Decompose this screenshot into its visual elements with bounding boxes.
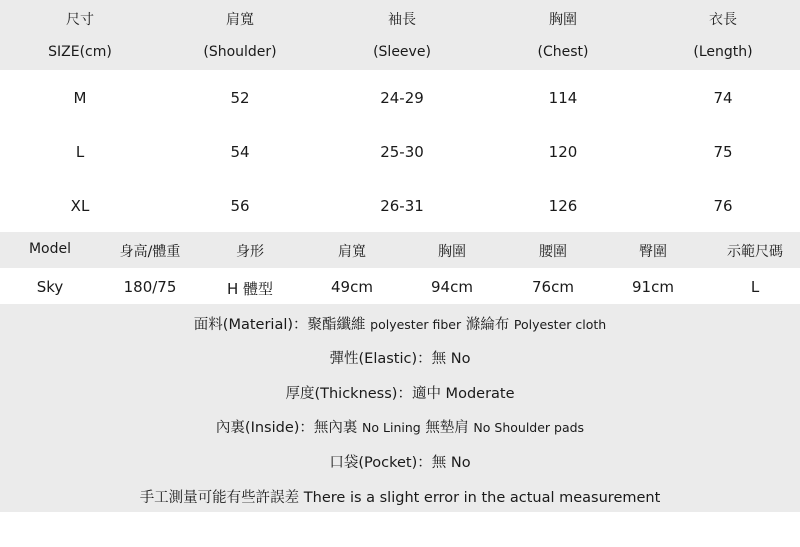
material-zh2: 滌綸布 xyxy=(465,317,510,333)
table-cell: 94cm xyxy=(431,278,473,296)
chest-header-en: (Chest) xyxy=(537,44,589,60)
material-en2: Polyester cloth xyxy=(513,317,607,332)
table-cell: 114 xyxy=(548,89,578,107)
inside-label: 內裏(Inside)：無內裏 xyxy=(215,420,358,436)
height-weight-header: 身高/體重 xyxy=(119,244,181,260)
shoulder-header: 肩寬 xyxy=(338,244,366,260)
material-line xyxy=(0,313,800,334)
inside-zh2: 無墊肩 xyxy=(425,420,469,436)
sleeve-header-zh: 袖長 xyxy=(388,12,416,28)
table-cell: 75 xyxy=(713,143,733,161)
table-cell: 126 xyxy=(548,197,578,215)
length-header-en: (Length) xyxy=(693,44,753,60)
table-cell: H 體型 xyxy=(226,280,274,298)
table-cell: 74 xyxy=(713,89,733,107)
table-cell: XL xyxy=(70,197,90,215)
elastic-line: 彈性(Elastic)：無 No xyxy=(329,351,471,367)
shoulder-header-en: (Shoulder) xyxy=(203,44,277,60)
waist-header: 腰圍 xyxy=(539,244,567,260)
table-cell: 49cm xyxy=(331,278,373,296)
table-cell: 24-29 xyxy=(380,89,424,107)
model-table-header xyxy=(0,232,800,268)
table-cell: 26-31 xyxy=(380,197,424,215)
model-header: Model xyxy=(28,241,72,257)
model-size-header: 示範尺碼 xyxy=(727,244,783,260)
table-cell: 76cm xyxy=(532,278,574,296)
table-cell: 54 xyxy=(230,143,250,161)
table-cell: L xyxy=(75,143,85,161)
chest-header: 胸圍 xyxy=(438,244,466,260)
size-row-l xyxy=(0,124,800,178)
info-panel xyxy=(0,304,800,512)
inside-line xyxy=(0,416,800,437)
table-cell: 180/75 xyxy=(123,278,177,296)
model-row xyxy=(0,268,800,304)
size-row-xl xyxy=(0,178,800,232)
note-zh: 手工測量可能有些許誤差 xyxy=(139,490,300,506)
thickness-line: 厚度(Thickness)：適中 Moderate xyxy=(285,386,515,402)
material-label: 面料(Material)：聚酯纖維 xyxy=(193,317,366,333)
length-header-zh: 衣長 xyxy=(709,12,737,28)
size-header-zh: 尺寸 xyxy=(66,12,94,28)
pocket-line: 口袋(Pocket)：無 No xyxy=(329,455,471,471)
table-cell: 25-30 xyxy=(380,143,424,161)
inside-en2: No Shoulder pads xyxy=(473,420,585,435)
hip-header: 臀圍 xyxy=(639,244,667,260)
sleeve-header-en: (Sleeve) xyxy=(373,44,431,60)
table-cell: 76 xyxy=(713,197,733,215)
size-table-header xyxy=(0,0,800,70)
body-shape-header: 身形 xyxy=(236,244,264,260)
table-cell: 52 xyxy=(230,89,250,107)
table-cell: M xyxy=(73,89,87,107)
size-header-en: SIZE(cm) xyxy=(48,44,112,60)
table-cell: Sky xyxy=(36,278,64,296)
material-en: polyester fiber xyxy=(370,317,462,332)
shoulder-header-zh: 肩寬 xyxy=(226,12,254,28)
inside-en1: No Lining xyxy=(362,420,421,435)
table-cell: 91cm xyxy=(632,278,674,296)
measurement-note xyxy=(0,486,800,507)
table-cell: 56 xyxy=(230,197,250,215)
note-en: There is a slight error in the actual measurement xyxy=(303,490,661,506)
size-row-m xyxy=(0,70,800,124)
chest-header-zh: 胸圍 xyxy=(549,12,577,28)
table-cell: 120 xyxy=(548,143,578,161)
table-cell: L xyxy=(750,278,760,296)
